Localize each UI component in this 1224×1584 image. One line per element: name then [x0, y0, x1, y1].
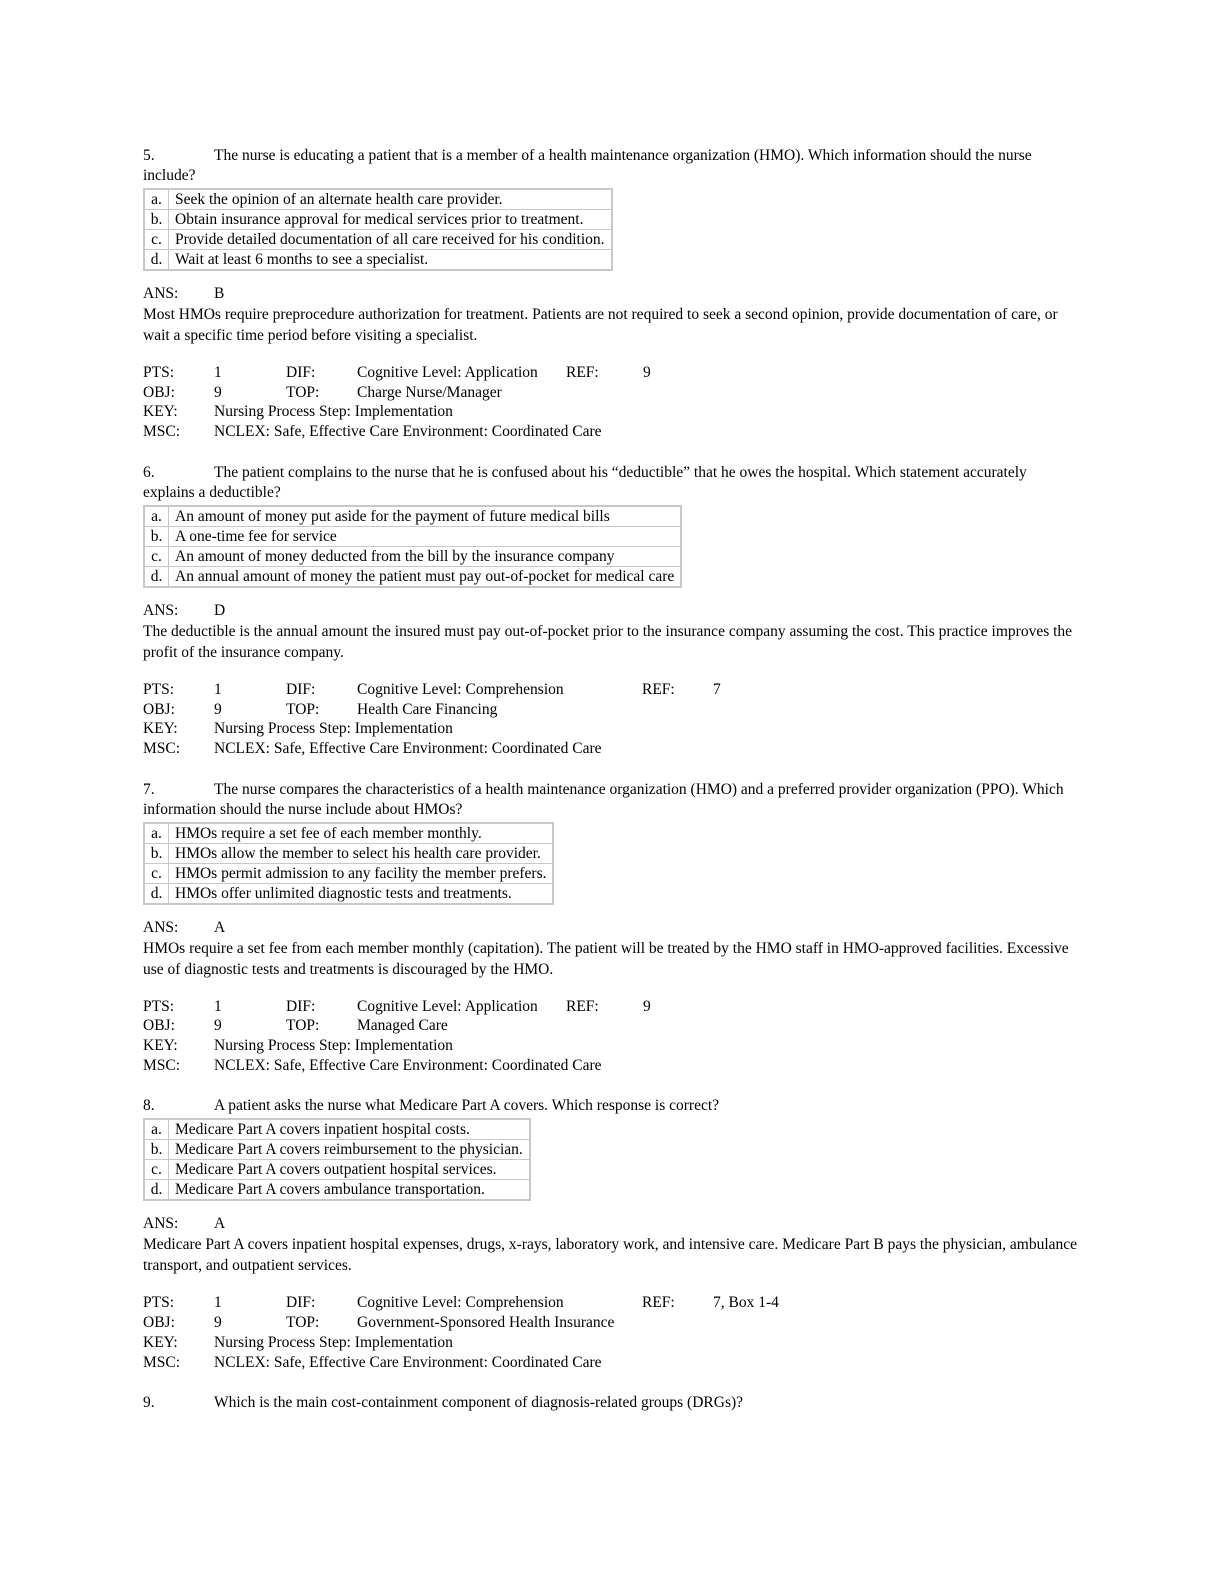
- option-row: [144, 546, 681, 566]
- option-row: [144, 1140, 530, 1160]
- pts-value: 1: [214, 997, 222, 1015]
- top-value: Government-Sponsored Health Insurance: [357, 1314, 615, 1332]
- question-8: [143, 1096, 1078, 1372]
- top-label: TOP:: [286, 1017, 320, 1035]
- dif-label: DIF:: [286, 997, 316, 1015]
- option-row: [144, 526, 681, 546]
- dif-value: Cognitive Level: Application: [357, 364, 538, 381]
- pts-label: PTS:: [143, 364, 175, 381]
- option-text: Obtain insurance approval for medical services prior to treatment.: [169, 210, 612, 230]
- option-letter: a.: [144, 823, 169, 844]
- msc-value: NCLEX: Safe, Effective Care Environment: Coordinated Care: [214, 423, 602, 441]
- option-letter: d.: [144, 566, 169, 587]
- key-label: KEY:: [143, 403, 178, 421]
- metadata-block: [143, 363, 1078, 442]
- dif-value: Cognitive Level: Comprehension: [357, 680, 564, 698]
- answer-line: [143, 1214, 1078, 1234]
- option-row: [144, 250, 612, 271]
- obj-value: 9: [214, 1314, 222, 1332]
- pts-label: PTS:: [143, 997, 175, 1015]
- option-text: Medicare Part A covers reimbursement to the physician.: [169, 1140, 530, 1160]
- question-text: The nurse is educating a patient that is a member of a health maintenance organization (HMO). Which information should the nurse include?: [143, 147, 1032, 184]
- answer-value: B: [214, 285, 225, 302]
- key-label: KEY:: [143, 1037, 178, 1055]
- option-row: [144, 566, 681, 587]
- msc-label: MSC:: [143, 423, 181, 441]
- obj-label: OBJ:: [143, 1314, 175, 1332]
- question-9: [143, 1393, 1078, 1413]
- question-5: [143, 146, 1078, 442]
- ref-value: 7: [713, 680, 721, 698]
- option-row: [144, 1160, 530, 1180]
- option-row: [144, 1180, 530, 1201]
- ref-value: 9: [643, 364, 651, 381]
- answer-label: ANS:: [143, 601, 179, 619]
- options-table: [143, 822, 554, 905]
- obj-value: 9: [214, 700, 222, 718]
- question-text: A patient asks the nurse what Medicare Part A covers. Which response is correct?: [214, 1097, 720, 1115]
- obj-label: OBJ:: [143, 1017, 175, 1035]
- option-text: HMOs offer unlimited diagnostic tests and treatments.: [169, 883, 554, 904]
- ref-label: REF:: [566, 364, 599, 381]
- option-letter: d.: [144, 250, 169, 271]
- ref-value: 7, Box 1-4: [713, 1294, 779, 1312]
- msc-value: NCLEX: Safe, Effective Care Environment: Coordinated Care: [214, 1353, 602, 1371]
- dif-value: Cognitive Level: Comprehension: [357, 1294, 564, 1312]
- ref-label: REF:: [642, 1294, 675, 1312]
- msc-label: MSC:: [143, 1056, 181, 1074]
- options-table: [143, 505, 682, 588]
- option-row: [144, 189, 612, 210]
- key-value: Nursing Process Step: Implementation: [214, 720, 453, 738]
- ref-label: REF:: [566, 997, 599, 1015]
- question-stem: [143, 1096, 1078, 1116]
- answer-label: ANS:: [143, 285, 179, 302]
- obj-label: OBJ:: [143, 383, 175, 401]
- answer-line: [143, 601, 1078, 621]
- top-value: Charge Nurse/Manager: [357, 383, 502, 401]
- document-page: [143, 146, 1078, 1413]
- metadata-block: [143, 680, 1078, 759]
- question-number: 8.: [143, 1097, 155, 1115]
- option-text: Medicare Part A covers ambulance transportation.: [169, 1180, 530, 1201]
- option-text: An amount of money deducted from the bill by the insurance company: [169, 546, 682, 566]
- answer-value: A: [214, 918, 226, 936]
- option-text: Wait at least 6 months to see a specialist.: [169, 250, 612, 271]
- top-label: TOP:: [286, 700, 320, 718]
- option-letter: b.: [144, 526, 169, 546]
- top-label: TOP:: [286, 1314, 320, 1332]
- question-stem: [143, 463, 1078, 503]
- ref-label: REF:: [642, 680, 675, 698]
- option-letter: c.: [144, 546, 169, 566]
- option-row: [144, 843, 553, 863]
- obj-label: OBJ:: [143, 700, 175, 718]
- pts-value: 1: [214, 1294, 222, 1312]
- option-text: Medicare Part A covers outpatient hospital services.: [169, 1160, 530, 1180]
- metadata-block: [143, 1293, 1078, 1372]
- msc-value: NCLEX: Safe, Effective Care Environment: Coordinated Care: [214, 1056, 602, 1074]
- answer-label: ANS:: [143, 918, 179, 936]
- msc-label: MSC:: [143, 739, 181, 757]
- question-number: 6.: [143, 463, 155, 481]
- question-7: [143, 780, 1078, 1076]
- option-text: Medicare Part A covers inpatient hospital costs.: [169, 1119, 530, 1140]
- option-letter: b.: [144, 843, 169, 863]
- option-text: Provide detailed documentation of all care received for his condition.: [169, 230, 612, 250]
- option-row: [144, 863, 553, 883]
- option-row: [144, 230, 612, 250]
- option-letter: a.: [144, 189, 169, 210]
- answer-label: ANS:: [143, 1215, 179, 1233]
- top-value: Health Care Financing: [357, 700, 498, 718]
- option-row: [144, 210, 612, 230]
- option-letter: b.: [144, 210, 169, 230]
- pts-label: PTS:: [143, 1294, 175, 1312]
- question-stem: [143, 1393, 1078, 1413]
- question-number: 9.: [143, 1394, 155, 1412]
- rationale: The deductible is the annual amount the insured must pay out-of-pocket prior to the insurance company assuming the cost. This practice improves the profit of the insurance company.: [143, 622, 1073, 661]
- options-table: [143, 1118, 531, 1201]
- option-letter: c.: [144, 1160, 169, 1180]
- option-letter: d.: [144, 1180, 169, 1201]
- pts-value: 1: [214, 680, 222, 698]
- rationale: Medicare Part A covers inpatient hospital expenses, drugs, x-rays, laboratory work, and intensive care. Medicare Part B pays the physician, ambulance transport, and outpatient services.: [143, 1236, 1078, 1275]
- option-letter: a.: [144, 1119, 169, 1140]
- question-stem: [143, 146, 1078, 186]
- pts-value: 1: [214, 364, 222, 381]
- question-text: Which is the main cost-containment component of diagnosis-related groups (DRGs)?: [214, 1394, 744, 1412]
- msc-value: NCLEX: Safe, Effective Care Environment: Coordinated Care: [214, 739, 602, 757]
- dif-value: Cognitive Level: Application: [357, 997, 538, 1015]
- rationale: HMOs require a set fee from each member monthly (capitation). The patient will be treated by the HMO staff in HMO-approved facilities. Excessive use of diagnostic tests and treatments is discouraged by the HMO.: [143, 939, 1069, 978]
- question-text: The nurse compares the characteristics of a health maintenance organization (HMO) and a preferred provider organization (PPO). Which information should the nurse include about HMOs?: [143, 780, 1064, 818]
- ref-value: 9: [643, 997, 651, 1015]
- answer-line: [143, 918, 1078, 938]
- obj-value: 9: [214, 383, 222, 401]
- answer-line: [143, 284, 1078, 304]
- option-letter: c.: [144, 230, 169, 250]
- option-text: HMOs require a set fee of each member monthly.: [169, 823, 554, 844]
- option-text: A one-time fee for service: [169, 526, 682, 546]
- option-letter: c.: [144, 863, 169, 883]
- question-6: [143, 463, 1078, 759]
- option-row: [144, 823, 553, 844]
- option-row: [144, 1119, 530, 1140]
- option-letter: d.: [144, 883, 169, 904]
- option-text: An annual amount of money the patient must pay out-of-pocket for medical care: [169, 566, 682, 587]
- option-row: [144, 883, 553, 904]
- key-value: Nursing Process Step: Implementation: [214, 1037, 453, 1055]
- answer-value: A: [214, 1215, 226, 1233]
- msc-label: MSC:: [143, 1353, 181, 1371]
- key-label: KEY:: [143, 1333, 178, 1351]
- answer-value: D: [214, 601, 226, 619]
- key-value: Nursing Process Step: Implementation: [214, 403, 453, 421]
- option-row: [144, 506, 681, 527]
- option-text: HMOs permit admission to any facility the member prefers.: [169, 863, 554, 883]
- metadata-block: [143, 997, 1078, 1076]
- option-text: HMOs allow the member to select his health care provider.: [169, 843, 554, 863]
- question-text: The patient complains to the nurse that he is confused about his “deductible” that he owes the hospital. Which statement accurately explains a deductible?: [143, 463, 1027, 501]
- dif-label: DIF:: [286, 1294, 316, 1312]
- rationale: Most HMOs require preprocedure authorization for treatment. Patients are not required to seek a second opinion, provide documentation of care, or wait a specific time period before visiting a specialist.: [143, 306, 1058, 344]
- option-letter: b.: [144, 1140, 169, 1160]
- dif-label: DIF:: [286, 364, 316, 381]
- top-label: TOP:: [286, 383, 320, 401]
- dif-label: DIF:: [286, 680, 316, 698]
- option-text: An amount of money put aside for the payment of future medical bills: [169, 506, 682, 527]
- question-number: 7.: [143, 780, 155, 798]
- top-value: Managed Care: [357, 1017, 448, 1035]
- question-stem: [143, 780, 1078, 820]
- key-label: KEY:: [143, 720, 178, 738]
- question-number: 5.: [143, 147, 155, 164]
- options-table: [143, 188, 613, 271]
- key-value: Nursing Process Step: Implementation: [214, 1333, 453, 1351]
- option-letter: a.: [144, 506, 169, 527]
- option-text: Seek the opinion of an alternate health care provider.: [169, 189, 612, 210]
- obj-value: 9: [214, 1017, 222, 1035]
- pts-label: PTS:: [143, 680, 175, 698]
